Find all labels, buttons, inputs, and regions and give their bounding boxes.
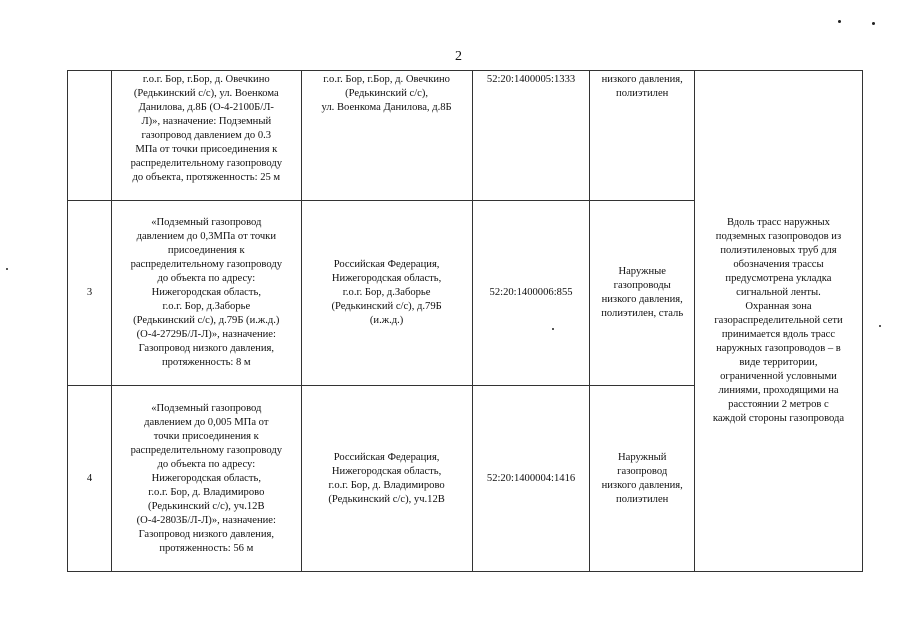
cadastral-number-cell [472,201,590,386]
object-name: «Подземный газопровод давлением до 0,005 МПа от точки присоединения к распределительному газопроводу до объекта по адресу: Нижегородская область, г.о.г. Бор, д. Владимирово (Редькинский с/с), уч.12В (О-4-2803Б/Л-Л)», назначение: Газопровод низкого давления, протяженность: 56 м [130,402,283,554]
row-number-cell [68,71,112,201]
address: г.о.г. Бор, г.Бор, д. Овечкино (Редькинский с/с), ул. Военкома Данилова, д.8Б [321,74,452,113]
characteristics-cell [590,386,694,572]
characteristics: низкого давления, полиэтилен [601,74,683,99]
object-name-cell [112,386,302,572]
characteristics-cell [590,71,694,201]
cadastral-number-cell [472,386,590,572]
protection-zone-note-cell [694,71,862,572]
object-name: г.о.г. Бор, г.Бор, д. Овечкино (Редькинский с/с), ул. Военкома Данилова, д.8Б (О-4-2100Б/Л- Л)», назначение: Подземный газопровод давлением до 0.3 МПа от точки присоединения к распределительному газопроводу до объекта, протяженность: 25 м [130,74,283,183]
row-number: 3 [86,287,93,298]
characteristics-cell [590,201,694,386]
scan-speck [879,325,881,327]
address-cell [301,386,472,572]
address-cell [301,201,472,386]
object-name-cell [112,71,302,201]
object-name-cell [112,201,302,386]
row-number-cell [68,386,112,572]
easement-table [67,70,863,572]
address: Российская Федерация, Нижегородская область, г.о.г. Бор, д.Заборье (Редькинский с/с), д.79Б (и.ж.д.) [331,259,442,326]
cadastral-number: 52:20:1400005:1333 [486,74,576,85]
characteristics: Наружные газопроводы низкого давления, полиэтилен, сталь [601,266,684,319]
table-row [68,71,863,201]
scan-speck [872,22,875,25]
object-name: «Подземный газопровод давлением до 0,3МПа от точки присоединения к распределительному газопроводу до объекта по адресу: Нижегородская область, г.о.г. Бор, д.Заборье (Редькинский с/с), д.79Б (и.ж.д.) (О-4-2729Б/Л-Л)», назначение: Газопровод низкого давления, протяженность: 8 м [130,217,283,368]
row-number: 4 [86,472,93,484]
characteristics: Наружный газопровод низкого давления, полиэтилен [601,451,683,505]
cadastral-number: 52:20:1400006:855 [489,287,573,298]
scan-speck [6,268,8,270]
address-cell [301,71,472,201]
address: Российская Федерация, Нижегородская область, г.о.г. Бор, д. Владимирово (Редькинский с/с), уч.12В [328,451,445,505]
scan-speck [838,20,841,23]
page-number: 2 [455,49,462,64]
protection-zone-note: Вдоль трасс наружных подземных газопроводов из полиэтиленовых труб для обозначения трассы предусмотрена укладка сигнальной ленты. Охранная зона газораспределительной сети принимается вдоль трасс наружных газопроводов – в виде территории, ограниченной условными линиями, проходящими на расстоянии 2 метров с каждой стороны газопровода [712,217,845,424]
cadastral-number-cell [472,71,590,201]
row-number-cell [68,201,112,386]
cadastral-number: 52:20:1400004:1416 [486,472,576,484]
